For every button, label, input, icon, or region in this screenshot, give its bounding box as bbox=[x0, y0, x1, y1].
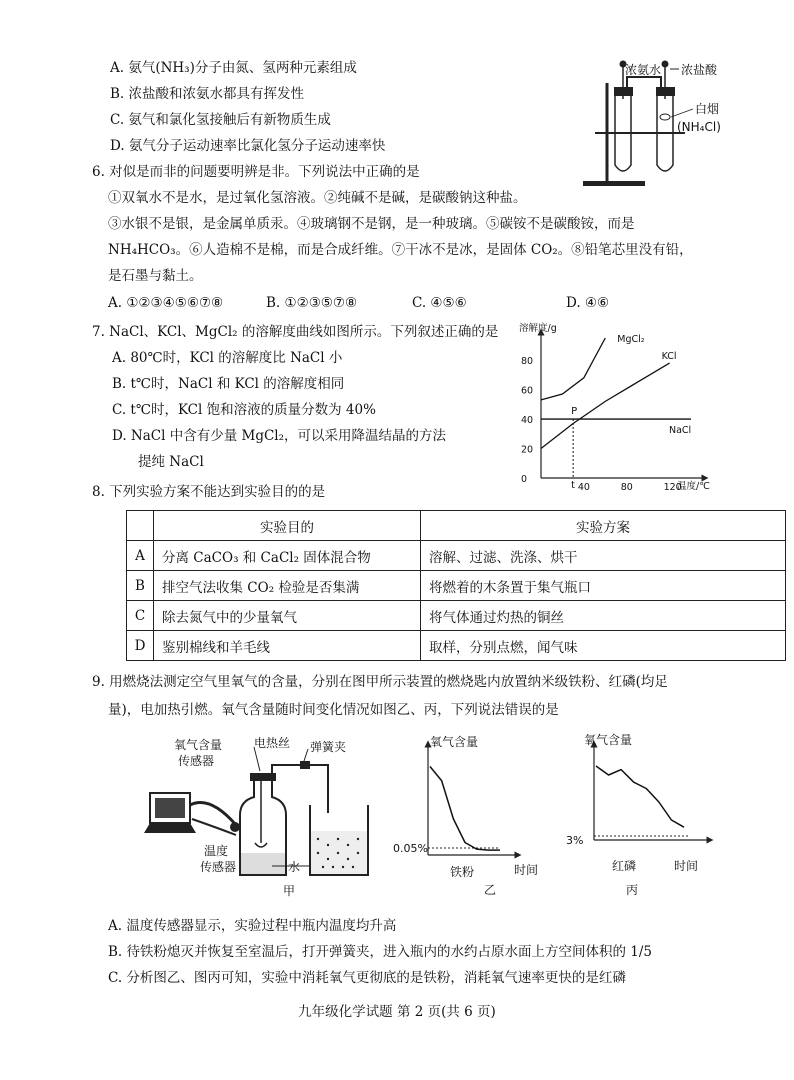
q7-stem: 7. NaCl、KCl、MgCl₂ 的溶解度曲线如图所示。下列叙述正确的是 bbox=[92, 324, 499, 340]
y-axis-label: 氧气含量 bbox=[584, 733, 633, 747]
row-purpose: 除去氮气中的少量氧气 bbox=[154, 601, 421, 631]
q6-line-4: 是石墨与黏土。 bbox=[108, 268, 203, 284]
chart-bing bbox=[560, 730, 730, 900]
q8-stem: 8. 下列实验方案不能达到实验目的的是 bbox=[92, 484, 326, 500]
q7-option-d: D. NaCl 中含有少量 MgCl₂，可以采用降温结晶的方法 bbox=[112, 428, 447, 444]
y-axis-label: 溶解度/g bbox=[519, 323, 557, 334]
y-axis-label: 氧气含量 bbox=[430, 735, 479, 749]
label-ammonia: 浓氨水 bbox=[625, 63, 662, 77]
label-heater: 电热丝 bbox=[254, 736, 291, 750]
y-tick-label: 20 bbox=[521, 444, 534, 456]
row-method: 溶解、过滤、洗涤、烘干 bbox=[421, 541, 786, 571]
q5-apparatus-figure bbox=[575, 55, 790, 195]
q7-option-a: A. 80℃时，KCl 的溶解度比 NaCl 小 bbox=[112, 350, 343, 366]
series-label: KCl bbox=[661, 351, 677, 363]
x-axis-label: 时间 bbox=[674, 859, 699, 873]
caption-bing: 丙 bbox=[626, 883, 639, 897]
caption-jia: 甲 bbox=[283, 884, 296, 898]
row-method: 取样，分别点燃，闻气味 bbox=[421, 631, 786, 661]
row-label: A bbox=[127, 541, 154, 571]
series-label: MgCl₂ bbox=[617, 334, 645, 345]
label-clamp: 弹簧夹 bbox=[310, 740, 347, 754]
o2-curve bbox=[596, 766, 684, 827]
table-row bbox=[127, 541, 786, 571]
apparatus-jia bbox=[140, 735, 395, 905]
q9-option-a: A. 温度传感器显示，实验过程中瓶内温度均升高 bbox=[108, 918, 397, 934]
q6-option-a: A. ①②③④⑤⑥⑦⑧ bbox=[108, 295, 224, 311]
label-temp-sensor-2: 传感器 bbox=[200, 860, 237, 874]
table-header-row bbox=[127, 511, 786, 541]
y-tick-label: 0 bbox=[521, 474, 528, 485]
q8-table bbox=[126, 510, 786, 661]
y-tick-label: 80 bbox=[521, 356, 534, 368]
label-iron-powder: 铁粉 bbox=[450, 865, 475, 879]
x-axis-label: 时间 bbox=[514, 863, 539, 877]
x-axis-label: 温度/℃ bbox=[677, 481, 710, 490]
header-blank bbox=[127, 511, 154, 541]
label-white-smoke: 白烟 bbox=[695, 102, 720, 116]
x-tick-label: 80 bbox=[620, 482, 633, 490]
row-purpose: 鉴别棉线和羊毛线 bbox=[154, 631, 421, 661]
header-method: 实验方案 bbox=[421, 511, 786, 541]
row-label: D bbox=[127, 631, 154, 661]
q6-option-d: D. ④⑥ bbox=[566, 295, 610, 311]
q6-line-1: ①双氧水不是水，是过氧化氢溶液。②纯碱不是碱，是碳酸钠这种盐。 bbox=[108, 190, 527, 206]
label-nh4cl: (NH₄Cl) bbox=[677, 120, 721, 134]
table-row bbox=[127, 631, 786, 661]
label-hcl: 浓盐酸 bbox=[681, 63, 718, 77]
x-tick-label: 120 bbox=[663, 482, 682, 490]
q7-option-c: C. t℃时，KCl 饱和溶液的质量分数为 40% bbox=[112, 402, 376, 418]
label-red-phosphorus: 红磷 bbox=[612, 859, 637, 873]
y-tick-label: 60 bbox=[521, 385, 534, 397]
label-water: 水 bbox=[288, 860, 301, 874]
annotation-3-percent: 3% bbox=[566, 834, 584, 847]
q6-stem: 6. 对似是而非的问题要明辨是非。下列说法中正确的是 bbox=[92, 164, 420, 180]
label-temp-sensor-1: 温度 bbox=[204, 844, 229, 858]
row-purpose: 排空气法收集 CO₂ 检验是否集满 bbox=[154, 571, 421, 601]
white-smoke bbox=[660, 114, 670, 120]
q6-line-3: NH₄HCO₃。⑥人造棉不是棉，而是合成纤维。⑦干冰不是冰，是固体 CO₂。⑧铅笔芯里没有铅， bbox=[108, 242, 693, 258]
q7-option-d-cont: 提纯 NaCl bbox=[138, 454, 204, 470]
label-o2-sensor-2: 传感器 bbox=[178, 754, 215, 768]
gas-bottle bbox=[230, 773, 286, 875]
x-tick-label: 40 bbox=[577, 482, 590, 490]
row-method: 将燃着的木条置于集气瓶口 bbox=[421, 571, 786, 601]
beaker bbox=[310, 805, 368, 875]
spring-clamp bbox=[300, 761, 310, 769]
q9-option-c: C. 分析图乙、图丙可知，实验中消耗氧气更彻底的是铁粉，消耗氧气速率更快的是红磷 bbox=[108, 970, 626, 986]
laptop-icon bbox=[144, 793, 196, 833]
iron-stand bbox=[583, 83, 685, 186]
q6-line-2: ③水银不是银，是金属单质汞。④玻璃钢不是钢，是一种玻璃。⑤碳铵不是碳酸铵，而是 bbox=[108, 216, 635, 232]
q5-option-a: A. 氨气(NH₃)分子由氮、氢两种元素组成 bbox=[110, 60, 357, 76]
row-purpose: 分离 CaCO₃ 和 CaCl₂ 固体混合物 bbox=[154, 541, 421, 571]
t-label: t bbox=[571, 480, 575, 490]
caption-yi: 乙 bbox=[484, 883, 497, 897]
point-p-label: P bbox=[571, 406, 578, 418]
series-line-MgCl₂ bbox=[541, 338, 605, 400]
q6-option-c: C. ④⑤⑥ bbox=[412, 295, 467, 311]
q5-option-c: C. 氨气和氯化氢接触后有新物质生成 bbox=[110, 112, 331, 128]
row-method: 将气体通过灼热的铜丝 bbox=[421, 601, 786, 631]
series-line-KCl bbox=[541, 363, 670, 448]
row-label: C bbox=[127, 601, 154, 631]
row-label: B bbox=[127, 571, 154, 601]
y-tick-label: 40 bbox=[521, 415, 534, 427]
table-row bbox=[127, 571, 786, 601]
q5-option-b: B. 浓盐酸和浓氨水都具有挥发性 bbox=[110, 86, 305, 102]
q9-stem-1: 9. 用燃烧法测定空气里氧气的含量，分别在图甲所示装置的燃烧匙内放置纳米级铁粉、红磷(均足 bbox=[92, 674, 668, 690]
solubility-chart bbox=[515, 318, 715, 490]
q9-option-b: B. 待铁粉熄灭并恢复至室温后，打开弹簧夹，进入瓶内的水约占原水面上方空间体积的 1/5 bbox=[108, 944, 653, 960]
page-footer: 九年级化学试题 第 2 页(共 6 页) bbox=[298, 1004, 496, 1020]
q6-option-b: B. ①②③⑤⑦⑧ bbox=[266, 295, 358, 311]
annotation-0-05: 0.05% bbox=[393, 842, 428, 855]
label-o2-sensor-1: 氧气含量 bbox=[174, 738, 223, 752]
chart-yi bbox=[388, 730, 548, 900]
q9-stem-2: 量)，电加热引燃。氧气含量随时间变化情况如图乙、丙，下列说法错误的是 bbox=[108, 702, 559, 718]
q5-option-d: D. 氨气分子运动速率比氯化氢分子运动速率快 bbox=[110, 138, 386, 154]
series-label: NaCl bbox=[669, 425, 692, 437]
header-purpose: 实验目的 bbox=[154, 511, 421, 541]
table-row bbox=[127, 601, 786, 631]
q7-option-b: B. t℃时，NaCl 和 KCl 的溶解度相同 bbox=[112, 376, 345, 392]
o2-curve bbox=[430, 767, 500, 851]
